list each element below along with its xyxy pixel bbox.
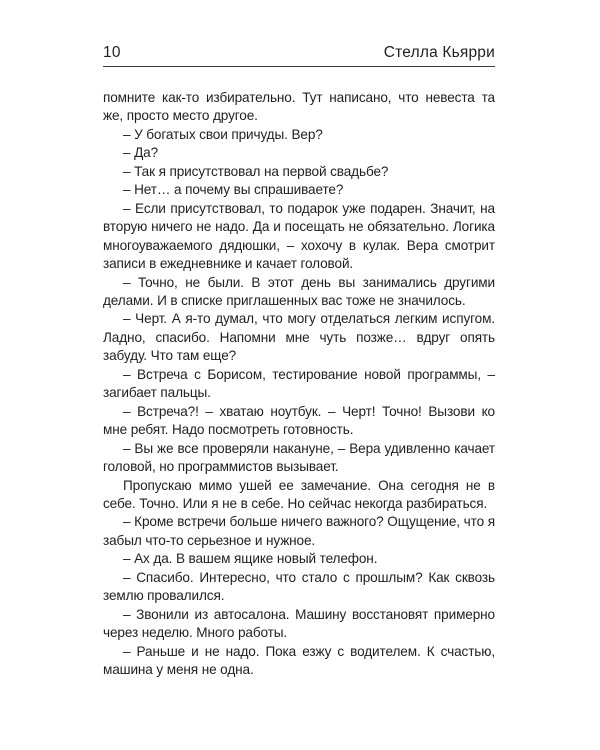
paragraph: – Черт. А я-то думал, что могу отделаться легким испугом. Ладно, спасибо. Напомни мне чуть позже… вдруг опять забуду. Что там еще? (103, 311, 495, 364)
paragraph: – Встреча с Борисом, тестирование новой программы, – загибает пальцы. (103, 366, 495, 401)
paragraph: – Кроме встречи больше ничего важного? Ощущение, что я забыл что-то серьезное и нужное. (103, 514, 495, 548)
paragraph: – Звонили из автосалона. Машину восстановят примерно через неделю. Много работы. (103, 606, 495, 641)
paragraph: – Нет… а почему вы спрашиваете? (123, 182, 344, 198)
running-header (103, 40, 495, 67)
paragraph: – Спасибо. Интересно, что стало с прошлым? Как сквозь землю провалился. (103, 569, 495, 604)
paragraph: помните как-то избирательно. Тут написано, что невеста та же, просто место другое. (103, 90, 495, 124)
paragraph: – Ах да. В вашем ящике новый телефон. (123, 551, 378, 567)
running-header-author: Стелла Кьярри (383, 44, 495, 61)
paragraph: – Так я присутствовал на первой свадьбе? (123, 163, 389, 179)
paragraph: – Да? (123, 145, 159, 161)
paragraph: – Если присутствовал, то подарок уже подарен. Значит, на вторую ничего не надо. Да и посещать не обязательно. Логика многоуважаемого дядюшки, – хохочу в кулак. Вера смотрит записи в ежедневнике и качает головой. (103, 200, 495, 272)
paragraph: – У богатых свои причуды. Вер? (123, 126, 323, 142)
paragraph: Пропускаю мимо ушей ее замечание. Она сегодня не в себе. Точно. Или я не в себе. Но сейчас некогда разбираться. (103, 477, 495, 511)
paragraph: – Точно, не были. В этот день вы занимались другими делами. И в списке приглашенных вас тоже не значилось. (103, 274, 495, 308)
paragraph: – Встреча?! – хватаю ноутбук. – Черт! Точно! Вызови ко мне ребят. Надо посмотреть готовность. (103, 403, 495, 438)
paragraph: – Раньше и не надо. Пока езжу с водителем. К счастью, машина у меня не одна. (103, 643, 495, 678)
main-text (103, 89, 495, 680)
paragraph: – Вы же все проверяли накануне, – Вера удивленно качает головой, но программистов вызывает. (103, 440, 495, 475)
page-number: 10 (103, 44, 121, 61)
